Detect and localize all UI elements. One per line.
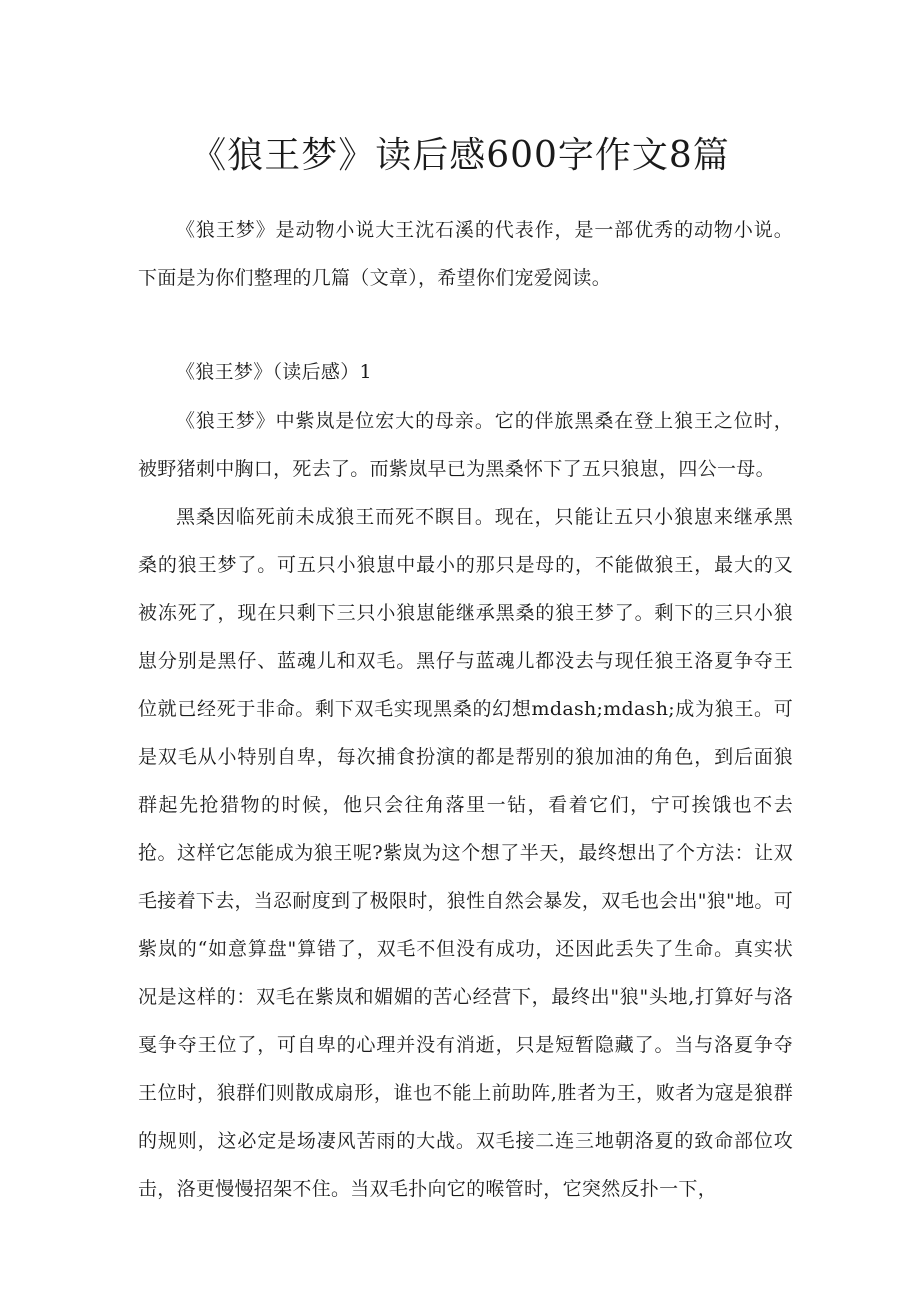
section-heading: 《狼王梦》（读后感）1 [176,361,372,383]
document-title: 《狼王梦》读后感600字作文8篇 [190,135,730,176]
intro-text: 《狼王梦》是动物小说大王沈石溪的代表作，是一部优秀的动物小说。下面是为你们整理的几篇（文章），希望你们宠爱阅读。 [138,219,793,289]
essay-paragraph-2: 黑桑因临死前未成狼王而死不瞑目。现在，只能让五只小狼崽来继承黑桑的狼王梦了。可五只小狼崽中最小的那只是母的，不能做狼王，最大的又被冻死了，现在只剩下三只小狼崽能继承黑桑的狼王梦了。剩下的三只小狼崽分别是黑仔、蓝魂儿和双毛。黑仔与蓝魂儿都没去与现任狼王洛夏争夺王位就已经死于非命。剩下双毛实现黑桑的幻想mdash;mdash;成为狼王。可是双毛从小特别自卑，每次捕食扮演的都是帮别的狼加油的角色，到后面狼群起先抢猎物的时候，他只会往角落里一钻，看着它们，宁可挨饿也不去抢。这样它怎能成为狼王呢?紫岚为这个想了半天，最终想出了个方法：让双毛接着下去，当忍耐度到了极限时，狼性自然会暴发，双毛也会出"狼"地。可紫岚的“如意算盘"算错了，双毛不但没有成功，还因此丢失了生命。真实状况是这样的：双毛在紫岚和媚媚的苦心经营下，最终出"狼"头地,打算好与洛戛争夺王位了，可自卑的心理并没有消逝，只是短暂隐藏了。当与洛夏争夺王位时，狼群们则散成扇形，谁也不能上前助阵,胜者为王，败者为寇是狼群的规则，这必定是场凄风苦雨的大战。双毛接二连三地朝洛夏的致命部位攻击，洛更慢慢招架不住。当双毛扑向它的喉管时，它突然反扑一下， [138,506,793,1200]
intro-paragraph [138,206,793,302]
section-heading-block [138,348,793,396]
essay-body [138,397,793,1213]
essay-paragraph-1: 《狼王梦》中紫岚是位宏大的母亲。它的伴旅黑桑在登上狼王之位时，被野猪刺中胸口，死去了。而紫岚早已为黑桑怀下了五只狼崽，四公一母。 [138,410,793,480]
